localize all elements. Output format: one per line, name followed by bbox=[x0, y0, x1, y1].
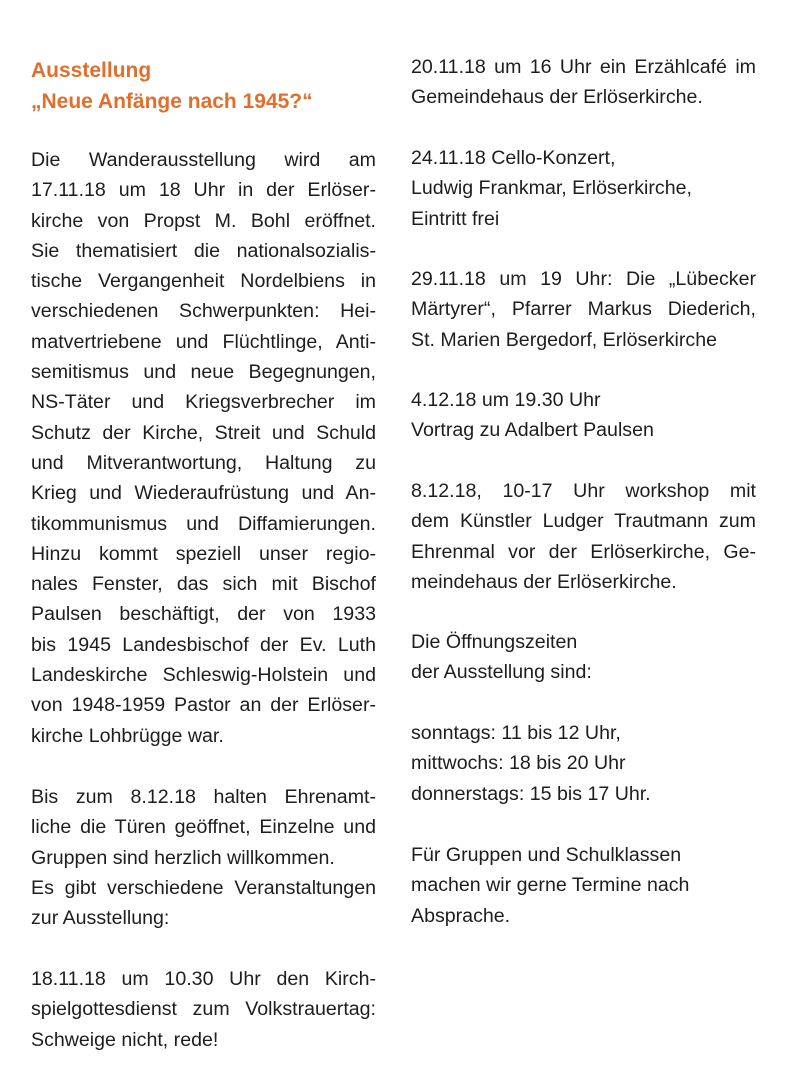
text-line: NS-Täter und Kriegsverbrecher im bbox=[31, 391, 376, 414]
groups-paragraph bbox=[411, 840, 756, 931]
text-line: Es gibt verschiedene Veranstaltungen bbox=[31, 876, 376, 899]
text-line: dem Künstler Ludger Trautmann zum bbox=[411, 510, 756, 533]
event-memorial-service bbox=[31, 964, 376, 1055]
text-line: Hinzu kommt speziell unser regio- bbox=[31, 542, 376, 565]
text-line: Bis zum 8.12.18 halten Ehrenamt- bbox=[31, 786, 376, 808]
text-line: Eintritt frei bbox=[411, 207, 500, 230]
text-line: Krieg und Wiederaufrüstung und An- bbox=[31, 482, 376, 505]
exhibition-title bbox=[31, 56, 391, 117]
text-line: Schutz der Kirche, Streit und Schuld bbox=[31, 421, 376, 444]
text-line: 20.11.18 um 16 Uhr ein Erzählcafé im bbox=[411, 56, 756, 78]
title-line-2: „Neue Anfänge nach 1945?“ bbox=[31, 89, 313, 113]
text-line: Sie thematisiert die nationalsozialis- bbox=[31, 239, 376, 262]
text-line: 4.12.18 um 19.30 Uhr bbox=[411, 389, 601, 411]
text-line: Die Wanderausstellung wird am bbox=[31, 149, 376, 171]
event-lecture-paulsen bbox=[411, 385, 756, 446]
event-cello-concert bbox=[411, 143, 756, 234]
hours-sunday: sonntags: 11 bis 12 Uhr, bbox=[411, 722, 621, 744]
hours-wednesday: mittwochs: 18 bis 20 Uhr bbox=[411, 752, 626, 775]
text-line: Ehrenmal vor der Erlöserkirche, Ge- bbox=[411, 540, 756, 563]
text-line: Für Gruppen und Schulklassen bbox=[411, 844, 682, 866]
text-line: 24.11.18 Cello-Konzert, bbox=[411, 147, 616, 169]
text-line: Schweige nicht, rede! bbox=[31, 1028, 219, 1051]
text-line: Absprache. bbox=[411, 904, 511, 927]
intro-paragraph bbox=[31, 145, 376, 751]
event-luebeck-martyrs bbox=[411, 264, 756, 355]
text-line: kirche Lohbrügge war. bbox=[31, 724, 224, 747]
text-line: tische Vergangenheit Nordelbiens in bbox=[31, 270, 376, 293]
text-line: Vortrag zu Adalbert Paulsen bbox=[411, 419, 654, 442]
opening-hours-intro bbox=[411, 627, 756, 688]
text-line: matvertriebene und Flüchtlinge, Anti- bbox=[31, 330, 376, 353]
text-line: 8.12.18, 10-17 Uhr workshop mit bbox=[411, 480, 756, 502]
text-line: semitismus und neue Begegnungen, bbox=[31, 361, 376, 384]
text-line: Märtyrer“, Pfarrer Markus Diederich, bbox=[411, 298, 756, 321]
text-line: tikommunismus und Diffamierungen. bbox=[31, 512, 376, 535]
text-line: liche die Türen geöffnet, Einzelne und bbox=[31, 816, 376, 839]
title-line-1: Ausstellung bbox=[31, 59, 152, 82]
volunteers-paragraph bbox=[31, 782, 376, 933]
text-line: nales Fenster, das sich mit Bischof bbox=[31, 573, 376, 596]
hours-thursday: donnerstags: 15 bis 17 Uhr. bbox=[411, 782, 651, 805]
text-line: Gruppen sind herzlich willkommen. bbox=[31, 846, 335, 869]
text-line: Paulsen beschäftigt, der von 1933 bbox=[31, 603, 376, 626]
opening-hours-list bbox=[411, 718, 756, 809]
text-line: Gemeindehaus der Erlöserkirche. bbox=[411, 86, 703, 109]
text-line: von 1948-1959 Pastor an der Erlöser- bbox=[31, 694, 376, 717]
text-line: Landeskirche Schleswig-Holstein und bbox=[31, 664, 376, 687]
event-workshop bbox=[411, 476, 756, 597]
text-line: 29.11.18 um 19 Uhr: Die „Lübecker bbox=[411, 268, 756, 290]
text-line: verschiedenen Schwerpunkten: Hei- bbox=[31, 300, 376, 323]
text-line: der Ausstellung sind: bbox=[411, 661, 592, 684]
text-line: bis 1945 Landesbischof der Ev. Luth bbox=[31, 633, 376, 656]
text-line: machen wir gerne Termine nach bbox=[411, 874, 690, 897]
text-line: zur Ausstellung: bbox=[31, 907, 170, 930]
event-story-cafe bbox=[411, 52, 756, 113]
text-line: meindehaus der Erlöserkirche. bbox=[411, 570, 677, 593]
text-line: St. Marien Bergedorf, Erlöserkirche bbox=[411, 328, 717, 351]
text-line: und Mitverantwortung, Haltung zu bbox=[31, 451, 376, 474]
text-line: Ludwig Frankmar, Erlöserkirche, bbox=[411, 177, 692, 200]
text-line: spielgottesdienst zum Volkstrauertag: bbox=[31, 998, 376, 1021]
text-line: kirche von Propst M. Bohl eröffnet. bbox=[31, 209, 376, 232]
text-line: 17.11.18 um 18 Uhr in der Erlöser- bbox=[31, 179, 376, 202]
text-line: 18.11.18 um 10.30 Uhr den Kirch- bbox=[31, 968, 376, 990]
text-line: Die Öffnungszeiten bbox=[411, 631, 578, 653]
